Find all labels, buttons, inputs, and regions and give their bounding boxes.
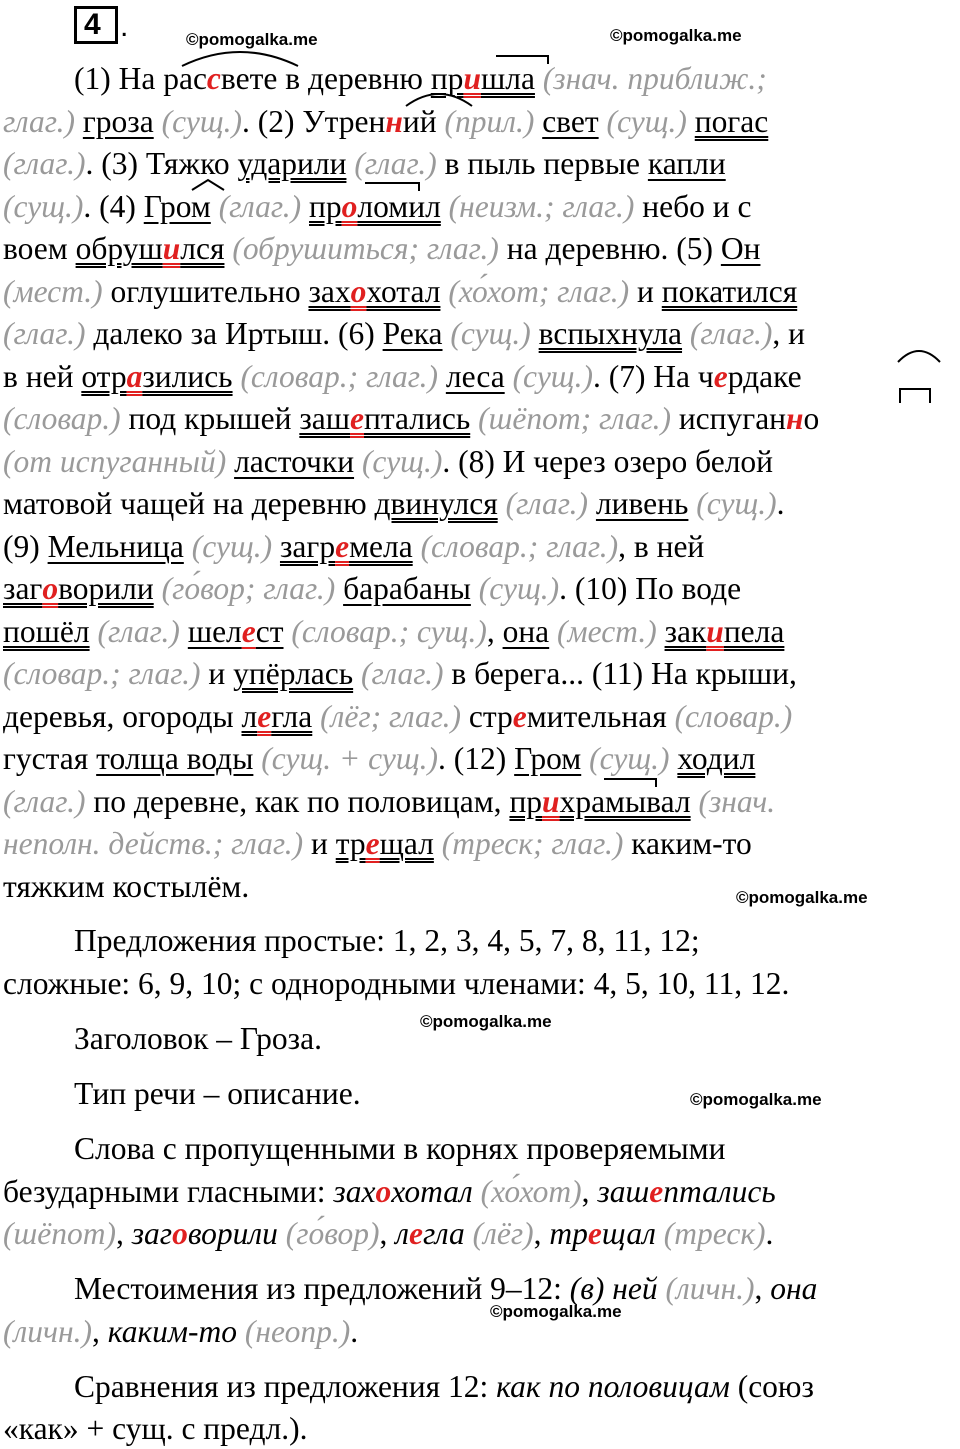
annotation-text: (глаг.) xyxy=(218,189,302,224)
text-segment xyxy=(441,189,449,224)
underlined-word: обруш xyxy=(75,231,163,266)
text-segment: ворили xyxy=(187,1216,278,1251)
annotation-text: неполн. действ.; глаг.) xyxy=(3,826,304,861)
annotation-text: (шёпот; глаг.) xyxy=(478,401,671,436)
text-segment: (9) xyxy=(3,529,48,564)
annotation-text: (сущ.) xyxy=(696,486,777,521)
prefix-mark xyxy=(496,55,548,65)
underlined-word: пр xyxy=(509,784,543,819)
highlight-letter: о xyxy=(42,571,59,606)
text-segment xyxy=(656,1216,664,1251)
text-segment xyxy=(438,359,446,394)
text-segment: Заголовок – Гроза. xyxy=(74,1021,322,1056)
annotation-text: (словар.; глаг.) xyxy=(420,529,619,564)
annotation-text: (сущ.) xyxy=(606,104,687,139)
underlined-word: зак xyxy=(664,614,707,649)
annotation-text: (прил.) xyxy=(444,104,535,139)
annotation-text: (глаг.) xyxy=(354,146,437,181)
text-line xyxy=(3,398,819,440)
underlined-word: шла xyxy=(480,61,535,96)
highlight-letter: н xyxy=(786,401,804,436)
underlined-word: леса xyxy=(445,359,505,394)
annotation-text: глаг.) xyxy=(3,104,75,139)
underlined-word: заг xyxy=(3,571,43,606)
annotation-text: (словар.; глаг.) xyxy=(3,656,201,691)
text-segment: стр xyxy=(460,699,513,734)
annotation-text: (лёг; глаг.) xyxy=(320,699,461,734)
annotation-text: (сущ.) xyxy=(191,529,273,564)
text-segment xyxy=(211,189,219,224)
annotation-text: (неопр.) xyxy=(244,1314,351,1349)
annotation-text: (обрушиться; глаг.) xyxy=(232,231,499,266)
annotation-text: (неизм.; глаг.) xyxy=(448,189,635,224)
text-segment: Местоимения из предложений 9–12: xyxy=(74,1271,570,1306)
annotation-text: (глаг.) xyxy=(361,656,444,691)
text-segment: заг xyxy=(131,1216,173,1251)
underlined-word: загр xyxy=(279,529,336,564)
annotation-text: (знач. xyxy=(698,784,776,819)
text-segment xyxy=(498,486,506,521)
text-segment: по деревне, как по половицам, xyxy=(85,784,510,819)
annotation-text: (шёпот) xyxy=(3,1216,116,1251)
root-arc-mark xyxy=(180,44,300,68)
underlined-word: пела xyxy=(723,614,785,649)
text-line xyxy=(3,441,773,483)
highlight-letter: е xyxy=(713,359,728,394)
prefix-mark xyxy=(418,182,420,191)
annotation-text: (словар.) xyxy=(674,699,793,734)
text-line xyxy=(3,738,755,780)
annotation-text: (глаг.) xyxy=(505,486,589,521)
underlined-word: ходил xyxy=(677,741,756,776)
watermark: ©pomogalka.me xyxy=(420,1012,552,1031)
annotation-text: (от испуганный) xyxy=(3,444,227,479)
highlight-letter: е xyxy=(241,614,256,649)
text-segment: л xyxy=(395,1216,409,1251)
underlined-word: мела xyxy=(349,529,413,564)
task-number-dot: . xyxy=(120,10,129,43)
suffix-mark xyxy=(898,387,932,405)
pronouns-line xyxy=(74,1268,817,1310)
text-segment: хотал xyxy=(391,1174,473,1209)
annotation-text: (словар.) xyxy=(3,401,121,436)
underlined-word: заш xyxy=(299,401,351,436)
text-segment xyxy=(180,614,188,649)
text-segment xyxy=(471,571,479,606)
text-line xyxy=(3,866,249,908)
text-segment: (в) ней xyxy=(569,1271,658,1306)
task-number: 4 xyxy=(74,6,118,44)
underlined-word: отр xyxy=(81,359,127,394)
underlined-word: барабаны xyxy=(343,571,471,606)
annotation-text: (словар.; глаг.) xyxy=(240,359,438,394)
annotation-text: (хо́хот) xyxy=(480,1174,582,1209)
highlight-letter: е xyxy=(335,529,350,564)
text-segment: Слова с пропущенными в корнях проверяемыми xyxy=(74,1131,726,1166)
annotation-text: (треск; глаг.) xyxy=(441,826,624,861)
text-line xyxy=(3,356,802,398)
comparisons-line xyxy=(74,1366,814,1408)
highlight-letter: и xyxy=(542,784,560,819)
annotation-text: (знач. приближ.; xyxy=(542,61,767,96)
text-segment: Предложения простые: 1, 2, 3, 4, 5, 7, 8, 11, 12; xyxy=(74,923,700,958)
text-segment: . (8) И через озеро белой xyxy=(442,444,774,479)
title-answer xyxy=(74,1018,322,1060)
underlined-word: толща воды xyxy=(96,741,254,776)
text-segment: . (10) По воде xyxy=(559,571,742,606)
underlined-word: погас xyxy=(694,104,769,139)
text-segment: Сравнения из предложения 12: xyxy=(74,1369,497,1404)
underlined-word: зах xyxy=(308,274,351,309)
text-segment xyxy=(531,316,539,351)
annotation-text: (глаг.) xyxy=(97,614,180,649)
underlined-word: ударили xyxy=(237,146,347,181)
text-segment xyxy=(154,104,162,139)
highlight-letter: с xyxy=(206,61,221,96)
underlined-word: ст xyxy=(255,614,284,649)
underlined-word: ломил xyxy=(357,189,441,224)
text-segment: о xyxy=(803,401,820,436)
text-segment: на деревню. (5) xyxy=(498,231,721,266)
underlined-word: покатился xyxy=(661,274,798,309)
text-segment: (1) На рас xyxy=(74,61,207,96)
text-segment: . xyxy=(765,1216,774,1251)
text-segment: каким-то xyxy=(623,826,752,861)
annotation-text: (личн.) xyxy=(665,1271,755,1306)
underlined-word: ливень xyxy=(595,486,689,521)
text-segment xyxy=(353,656,361,691)
words-line xyxy=(3,1213,773,1255)
annotation-text: (сущ.) xyxy=(3,189,84,224)
text-segment: , xyxy=(533,1216,550,1251)
underlined-word: храмывал xyxy=(559,784,691,819)
underlined-word: гла xyxy=(271,699,313,734)
text-segment xyxy=(470,401,478,436)
text-line xyxy=(3,568,741,610)
text-segment: , xyxy=(379,1216,396,1251)
text-segment: . (2) Утрен xyxy=(241,104,386,139)
annotation-text: (сущ. + сущ.) xyxy=(261,741,439,776)
speech-type-answer xyxy=(74,1073,361,1115)
text-segment: тяжким костылём. xyxy=(3,869,250,904)
text-segment xyxy=(687,104,695,139)
text-segment: . xyxy=(350,1314,359,1349)
text-line xyxy=(3,186,751,228)
annotation-text: (мест.) xyxy=(557,614,657,649)
text-segment: под крышей xyxy=(120,401,300,436)
underlined-word: двинулся xyxy=(374,486,498,521)
text-segment: воем xyxy=(3,231,76,266)
underlined-word: вспыхнула xyxy=(538,316,683,351)
highlight-letter: о xyxy=(350,274,367,309)
highlight-letter: и xyxy=(463,61,481,96)
words-line xyxy=(3,1171,776,1213)
text-segment: вете в деревню xyxy=(220,61,431,96)
text-segment xyxy=(272,529,280,564)
annotation-text: (го́вор) xyxy=(285,1216,380,1251)
text-segment xyxy=(682,316,690,351)
text-line xyxy=(3,653,797,695)
text-segment xyxy=(354,444,362,479)
text-line xyxy=(3,696,792,738)
underlined-word: ворили xyxy=(58,571,154,606)
text-segment: ий xyxy=(402,104,445,139)
text-segment: щал xyxy=(601,1216,656,1251)
text-segment: . xyxy=(776,486,785,521)
annotation-text: (словар.; сущ.) xyxy=(291,614,487,649)
prefix-mark xyxy=(655,778,657,787)
text-segment: густая xyxy=(3,741,97,776)
text-segment: испуган xyxy=(670,401,787,436)
annotation-text: (глаг.) xyxy=(3,146,86,181)
text-segment: безударными гласными: xyxy=(3,1174,334,1209)
watermark: ©pomogalka.me xyxy=(610,26,742,45)
text-segment xyxy=(473,1174,481,1209)
text-line xyxy=(3,526,704,568)
highlight-letter: е xyxy=(512,699,527,734)
text-line xyxy=(3,228,760,270)
underlined-word: пошёл xyxy=(3,614,90,649)
text-line xyxy=(3,271,797,313)
text-segment xyxy=(226,444,234,479)
underlined-word: Гром xyxy=(514,741,582,776)
underlined-word: пр xyxy=(430,61,464,96)
text-segment xyxy=(505,359,513,394)
annotation-text: (хо́хот; глаг.) xyxy=(448,274,630,309)
text-segment: в ней xyxy=(3,359,82,394)
text-segment: далеко за Иртыш. (6) xyxy=(85,316,383,351)
underlined-word: шел xyxy=(187,614,242,649)
text-segment xyxy=(278,1216,286,1251)
annotation-text: (глаг.) xyxy=(689,316,773,351)
underlined-word: тр xyxy=(335,826,366,861)
prefix-mark xyxy=(547,55,549,64)
text-segment: и xyxy=(303,826,336,861)
text-segment: мительная xyxy=(526,699,675,734)
underlined-word: хотал xyxy=(366,274,441,309)
text-line xyxy=(3,781,775,823)
watermark: ©pomogalka.me xyxy=(186,30,318,49)
underlined-word: гроза xyxy=(82,104,154,139)
text-segment: «как» + сущ. с предл.). xyxy=(3,1411,308,1446)
annotation-text: (го́вор; глаг.) xyxy=(161,571,336,606)
text-line xyxy=(3,483,785,525)
comparisons-line xyxy=(3,1408,307,1449)
text-segment: и xyxy=(629,274,662,309)
text-segment xyxy=(535,61,543,96)
text-segment: , xyxy=(486,614,503,649)
text-segment: как по половицам xyxy=(496,1369,730,1404)
annotation-text: (сущ.) xyxy=(512,359,593,394)
text-segment xyxy=(312,699,320,734)
highlight-letter: а xyxy=(126,359,143,394)
text-segment: зах xyxy=(333,1174,376,1209)
text-segment xyxy=(237,1314,245,1349)
text-segment: в берега... (11) На крыши, xyxy=(443,656,797,691)
text-segment: , xyxy=(754,1271,771,1306)
text-segment: в пыль первые xyxy=(436,146,648,181)
underlined-word: ласточки xyxy=(234,444,355,479)
text-segment: . (4) xyxy=(83,189,144,224)
text-segment: каким-то xyxy=(107,1314,238,1349)
text-line xyxy=(3,313,805,355)
highlight-letter: е xyxy=(350,401,365,436)
prefix-mark xyxy=(365,182,419,192)
text-segment: тр xyxy=(549,1216,588,1251)
text-segment: небо и с xyxy=(634,189,752,224)
underlined-word: Гром xyxy=(143,189,211,224)
annotation-text: (сущ.) xyxy=(161,104,242,139)
text-segment xyxy=(154,571,162,606)
text-segment: . (7) На ч xyxy=(592,359,714,394)
watermark: ©pomogalka.me xyxy=(690,1090,822,1109)
text-segment: деревья, огороды xyxy=(3,699,242,734)
text-segment xyxy=(465,1216,473,1251)
annotation-text: (глаг.) xyxy=(3,316,86,351)
underlined-word: она xyxy=(502,614,550,649)
text-segment: (союз xyxy=(729,1369,814,1404)
text-segment xyxy=(549,614,557,649)
annotation-text: (глаг.) xyxy=(3,784,86,819)
watermark: ©pomogalka.me xyxy=(490,1302,622,1321)
highlight-letter: и xyxy=(162,231,181,266)
root-arc-mark xyxy=(896,344,942,364)
underlined-word: лся xyxy=(180,231,225,266)
annotation-text: (личн.) xyxy=(3,1314,92,1349)
annotation-text: (сущ.) xyxy=(589,741,670,776)
text-segment: гла xyxy=(422,1216,465,1251)
underlined-word: зились xyxy=(142,359,233,394)
text-segment xyxy=(588,486,596,521)
highlight-letter: н xyxy=(385,104,403,139)
highlight-letter: о xyxy=(375,1174,392,1209)
highlight-letter: о xyxy=(172,1216,188,1251)
text-segment: птались xyxy=(663,1174,776,1209)
text-segment xyxy=(335,571,343,606)
underlined-word: свет xyxy=(542,104,599,139)
text-line xyxy=(3,101,768,143)
annotation-text: (мест.) xyxy=(3,274,103,309)
text-segment: . (12) xyxy=(438,741,515,776)
root-arc-mark xyxy=(404,86,474,108)
text-segment xyxy=(413,529,421,564)
text-segment: , xyxy=(581,1174,598,1209)
text-segment xyxy=(658,1271,666,1306)
underlined-word: птались xyxy=(364,401,471,436)
text-segment: матовой чащей на деревню xyxy=(3,486,375,521)
text-segment: Тип речи – описание. xyxy=(74,1076,361,1111)
annotation-text: (сущ.) xyxy=(450,316,531,351)
underlined-word: щал xyxy=(379,826,434,861)
text-line xyxy=(3,611,784,653)
watermark: ©pomogalka.me xyxy=(736,888,868,907)
text-segment xyxy=(75,104,83,139)
underlined-word: капли xyxy=(647,146,726,181)
highlight-letter: е xyxy=(365,826,380,861)
text-segment: заш xyxy=(597,1174,650,1209)
text-segment: оглушительно xyxy=(102,274,309,309)
text-segment: . (3) Тяжко xyxy=(85,146,238,181)
annotation-text: (сущ.) xyxy=(478,571,560,606)
text-segment xyxy=(581,741,589,776)
highlight-letter: и xyxy=(706,614,724,649)
pronouns-line xyxy=(3,1311,358,1353)
text-segment: , и xyxy=(772,316,805,351)
text-segment xyxy=(657,614,665,649)
simple-sentences-line xyxy=(3,963,789,1005)
underlined-word: пр xyxy=(309,189,342,224)
simple-sentences-line xyxy=(74,920,700,962)
highlight-letter: о xyxy=(341,189,358,224)
underlined-word: л xyxy=(241,699,258,734)
underlined-word: упёрлась xyxy=(233,656,354,691)
underlined-word: Река xyxy=(382,316,443,351)
highlight-letter: е xyxy=(587,1216,602,1251)
highlight-letter: е xyxy=(409,1216,423,1251)
underlined-word: Он xyxy=(720,231,761,266)
annotation-text: (треск) xyxy=(663,1216,766,1251)
text-line xyxy=(3,143,726,185)
text-segment: сложные: 6, 9, 10; с однородными членами: 4, 5, 10, 11, 12. xyxy=(3,966,790,1001)
highlight-letter: е xyxy=(257,699,272,734)
text-segment xyxy=(599,104,607,139)
annotation-text: (сущ.) xyxy=(361,444,443,479)
text-segment: , xyxy=(92,1314,108,1349)
text-segment xyxy=(301,189,309,224)
prefix-mark xyxy=(604,778,656,788)
highlight-letter: е xyxy=(649,1174,664,1209)
text-segment: она xyxy=(770,1271,818,1306)
text-segment xyxy=(184,529,192,564)
annotation-text: (лёг) xyxy=(472,1216,534,1251)
text-segment: , в ней xyxy=(618,529,705,564)
ending-mark xyxy=(190,178,226,192)
text-line xyxy=(3,823,752,865)
underlined-word: Мельница xyxy=(47,529,184,564)
text-segment xyxy=(434,826,442,861)
text-segment: , xyxy=(116,1216,132,1251)
words-line xyxy=(74,1128,725,1170)
text-segment: и xyxy=(200,656,234,691)
text-segment: рдаке xyxy=(727,359,802,394)
